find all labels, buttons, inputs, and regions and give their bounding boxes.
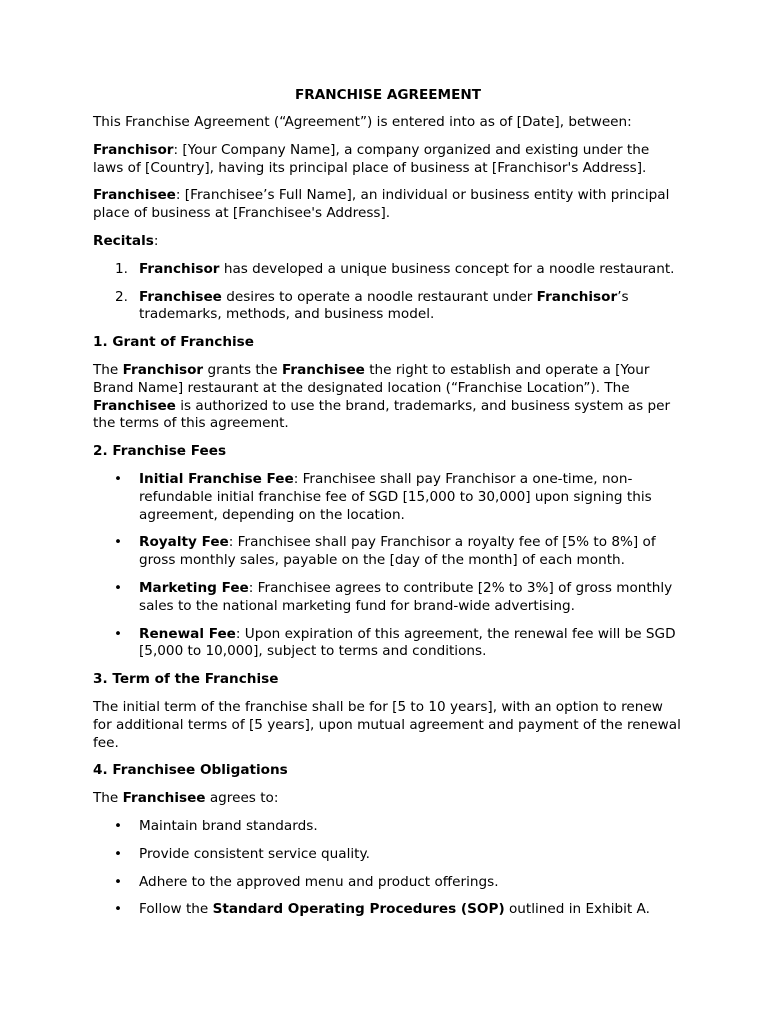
bullet-icon: • xyxy=(114,873,123,890)
obligation-text: Follow the xyxy=(139,901,213,918)
section-1-text: The xyxy=(93,361,123,378)
obligation-text: Provide consistent service quality. xyxy=(139,845,370,862)
section-1-bold: Franchisor xyxy=(122,361,204,378)
list-item xyxy=(93,626,683,662)
section-1-bold: Franchisee xyxy=(281,361,365,378)
bullet-icon: • xyxy=(114,845,123,862)
list-number: 1. xyxy=(115,260,128,277)
recital-bold: Franchisor xyxy=(139,260,220,277)
section-1-text: is authorized to use the brand, trademarks, and business system as per the terms of this agreement. xyxy=(93,397,671,432)
list-item xyxy=(93,580,683,616)
recital-bold: Franchisee xyxy=(139,288,222,305)
list-item xyxy=(93,874,683,892)
fee-label: Initial Franchise Fee xyxy=(139,470,294,487)
bullet-icon: • xyxy=(114,817,123,834)
section-2-heading: 2. Franchise Fees xyxy=(93,443,227,460)
franchisee-text: : [Franchisee’s Full Name], an individual or business entity with principal place of business at [Franchisee's Address]. xyxy=(93,187,670,222)
recitals-label: Recitals xyxy=(93,232,154,249)
list-item xyxy=(93,289,683,325)
recitals-heading xyxy=(93,233,683,251)
bullet-icon: • xyxy=(114,625,123,642)
section-1-text: the right to establish and operate a [Your Brand Name] restaurant at the designated location (“Franchise Location”). The xyxy=(93,361,650,396)
obligation-text: outlined in Exhibit A. xyxy=(504,901,650,918)
recital-bold: Franchisor xyxy=(536,288,618,305)
obligation-text: Adhere to the approved menu and product offerings. xyxy=(139,873,499,890)
franchisee-paragraph xyxy=(93,187,683,223)
list-item xyxy=(93,846,683,864)
section-1-text: grants the xyxy=(203,361,282,378)
obligations-list xyxy=(93,818,683,919)
franchisor-paragraph xyxy=(93,142,683,178)
bullet-icon: • xyxy=(114,901,123,918)
recitals-colon: : xyxy=(153,232,159,249)
list-item xyxy=(93,901,683,919)
fees-list xyxy=(93,471,683,661)
bullet-icon: • xyxy=(114,470,123,487)
list-item xyxy=(93,471,683,524)
fee-label: Renewal Fee xyxy=(139,625,236,642)
recital-text: has developed a unique business concept for a noodle restaurant. xyxy=(219,260,675,277)
recital-text: desires to operate a noodle restaurant under xyxy=(221,288,537,305)
list-item xyxy=(93,261,683,279)
intro-paragraph: This Franchise Agreement (“Agreement”) is entered into as of [Date], between: xyxy=(93,114,632,130)
bullet-icon: • xyxy=(114,579,123,596)
recitals-list xyxy=(93,261,683,324)
fee-label: Marketing Fee xyxy=(139,579,249,596)
bullet-icon: • xyxy=(114,534,123,551)
document-page xyxy=(93,86,683,929)
fee-label: Royalty Fee xyxy=(139,534,229,551)
section-3-heading: 3. Term of the Franchise xyxy=(93,671,279,688)
franchisee-label: Franchisee xyxy=(93,187,176,204)
fee-text: : Franchisee shall pay Franchisor a royalty fee of [5% to 8%] of gross monthly sales, payable on the [day of the month] of each month. xyxy=(139,534,656,569)
section-4-text: agrees to: xyxy=(205,790,279,807)
list-number: 2. xyxy=(115,288,128,305)
section-1-paragraph xyxy=(93,362,683,433)
section-4-intro xyxy=(93,790,683,808)
section-1-heading: 1. Grant of Franchise xyxy=(93,334,254,351)
list-item xyxy=(93,818,683,836)
section-3-paragraph: The initial term of the franchise shall be for [5 to 10 years], with an option to renew for additional terms of [5 years], upon mutual agreement and payment of the renewal fee. xyxy=(93,698,681,751)
fee-text: : Franchisee shall pay Franchisor a one-time, non-refundable initial franchise fee of SGD [15,000 to 30,000] upon signing this agreement, depending on the location. xyxy=(139,470,652,523)
recital-text: ’s trademarks, methods, and business model. xyxy=(139,288,629,323)
section-4-text: The xyxy=(93,790,123,807)
franchisor-label: Franchisor xyxy=(93,141,174,158)
fee-text: : Upon expiration of this agreement, the renewal fee will be SGD [5,000 to 10,000], subject to terms and conditions. xyxy=(139,625,676,660)
section-4-bold: Franchisee xyxy=(122,790,206,807)
obligation-bold: Standard Operating Procedures (SOP) xyxy=(212,901,505,918)
section-4-heading: 4. Franchisee Obligations xyxy=(93,762,288,779)
fee-text: : Franchisee agrees to contribute [2% to 3%] of gross monthly sales to the national marketing fund for brand-wide advertising. xyxy=(139,579,673,614)
list-item xyxy=(93,534,683,570)
franchisor-text: : [Your Company Name], a company organized and existing under the laws of [Country], having its principal place of business at [Franchisor's Address]. xyxy=(93,141,650,176)
obligation-text: Maintain brand standards. xyxy=(139,817,318,834)
section-1-bold: Franchisee xyxy=(93,397,176,414)
document-title: FRANCHISE AGREEMENT xyxy=(294,87,482,103)
